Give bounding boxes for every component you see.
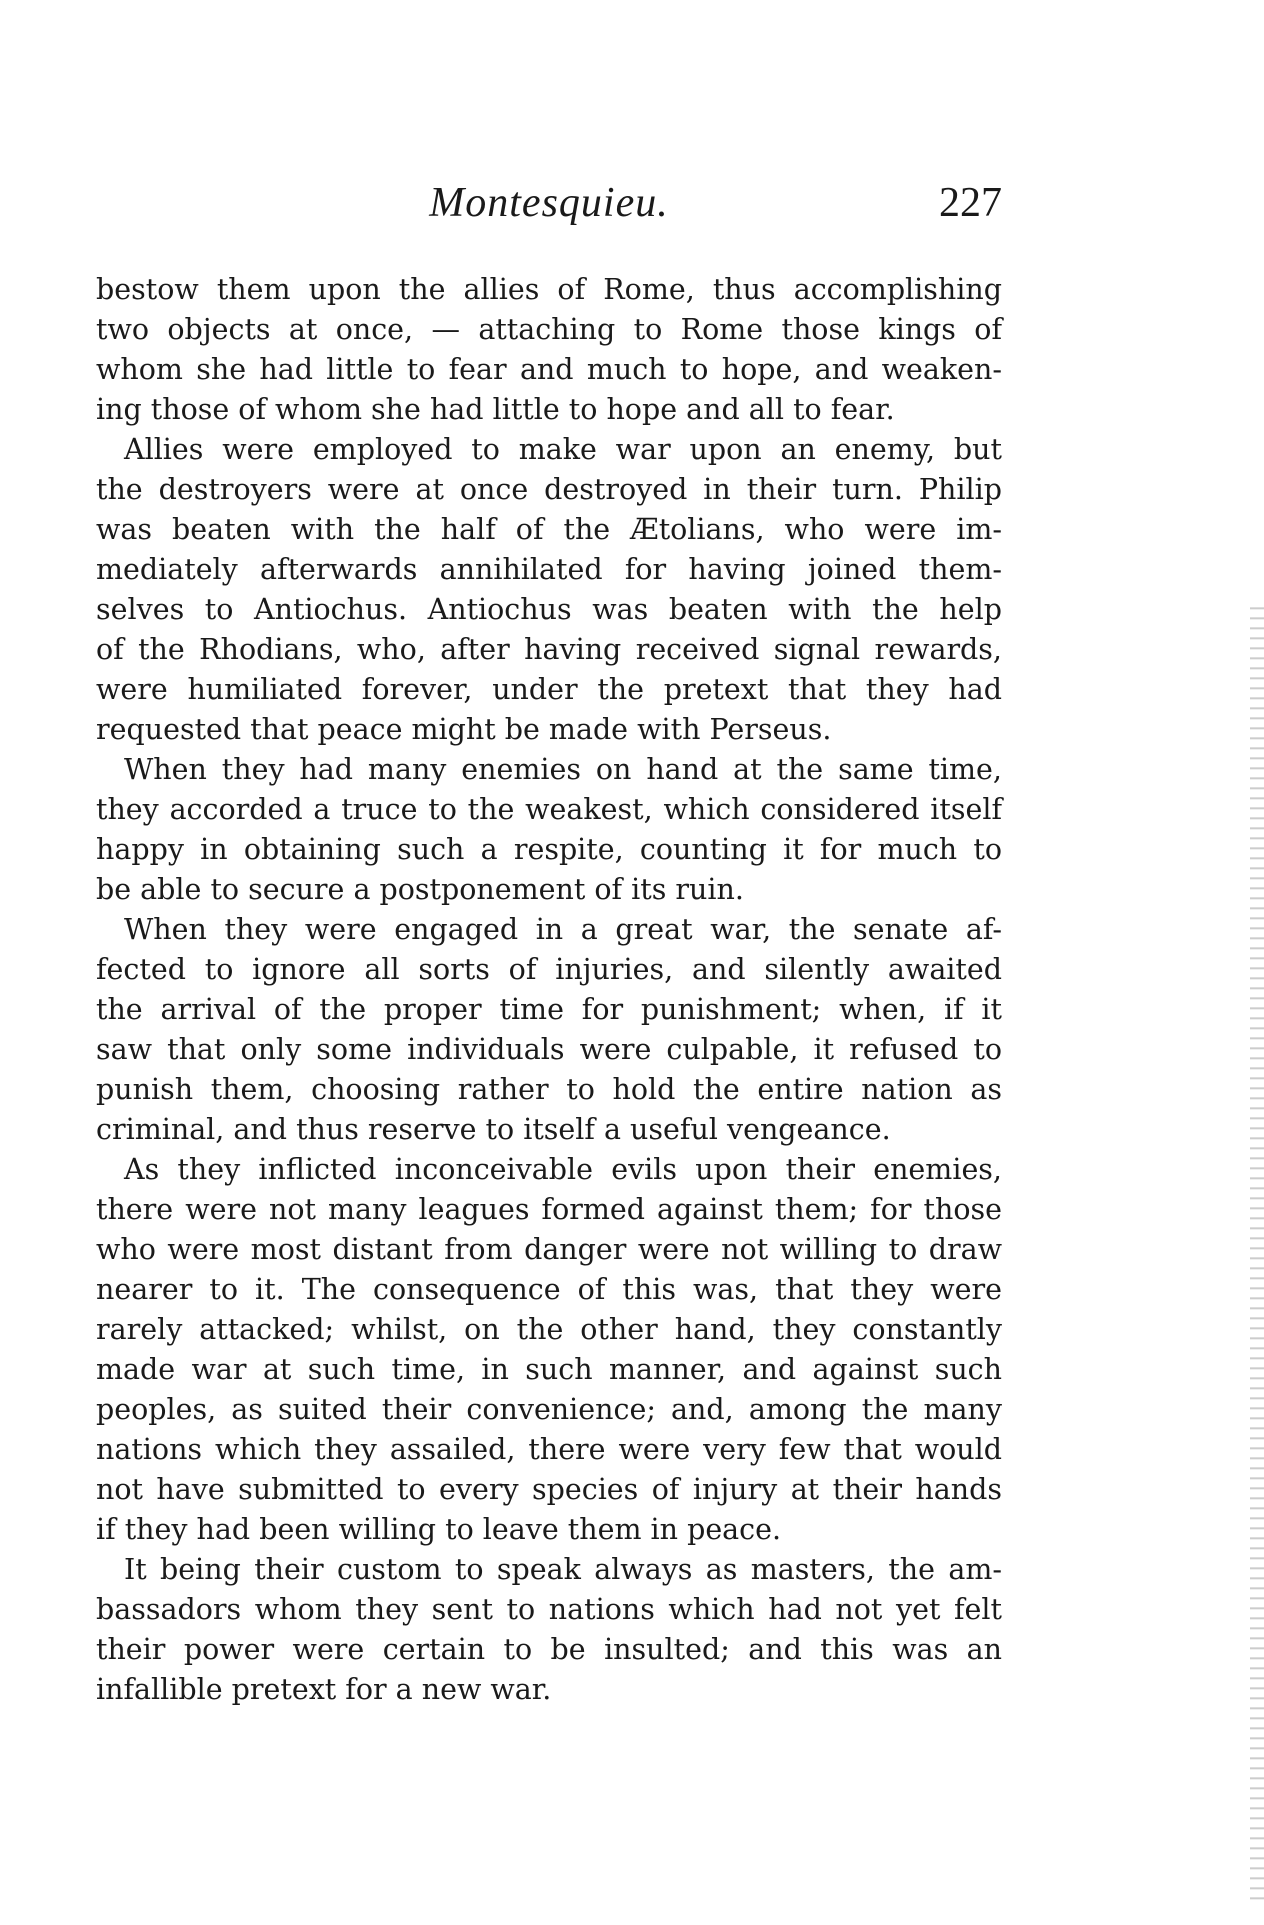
text-line: was beaten with the half of the Ætolians, who were im- [96,513,1002,546]
text-line: there were not many leagues formed against them; for those [96,1193,1002,1226]
paragraph [96,1150,1002,1550]
paragraph [96,270,1002,430]
text-line: their power were certain to be insulted; and this was an [96,1633,1002,1666]
text-line: rarely attacked; whilst, on the other hand, they constantly [96,1313,1002,1346]
text-line: they accorded a truce to the weakest, which considered itself [96,793,1002,826]
body-text [96,270,1002,1710]
text-line: peoples, as suited their convenience; and, among the many [96,1393,1002,1426]
text-line: criminal, and thus reserve to itself a useful vengeance. [96,1113,891,1146]
text-line: punish them, choosing rather to hold the entire nation as [96,1073,1002,1106]
text-line: bassadors whom they sent to nations which had not yet felt [96,1593,1002,1626]
text-line: be able to secure a postponement of its ruin. [96,873,744,906]
text-line: When they were engaged in a great war, the senate af- [124,913,1002,946]
text-line: the arrival of the proper time for punishment; when, if it [96,993,1002,1026]
text-line: were humiliated forever, under the pretext that they had [96,673,1002,706]
text-line: infallible pretext for a new war. [96,1673,552,1706]
text-line: who were most distant from danger were not willing to draw [96,1233,1002,1266]
text-line: of the Rhodians, who, after having received signal rewards, [96,633,1002,666]
text-line: selves to Antiochus. Antiochus was beaten with the help [96,593,1002,626]
paragraph [96,1550,1002,1710]
text-line: It being their custom to speak always as masters, the am- [124,1553,1002,1586]
text-line: saw that only some individuals were culpable, it refused to [96,1033,1002,1066]
text-line: made war at such time, in such manner, and against such [96,1353,1002,1386]
text-line: two objects at once, — attaching to Rome those kings of [96,313,1002,346]
text-line: the destroyers were at once destroyed in their turn. Philip [96,473,1002,506]
text-line: not have submitted to every species of injury at their hands [96,1473,1002,1506]
text-line: mediately afterwards annihilated for having joined them- [96,553,1002,586]
text-line: fected to ignore all sorts of injuries, and silently awaited [96,953,1002,986]
paragraph [96,430,1002,750]
text-line: requested that peace might be made with Perseus. [96,713,832,746]
paragraph [96,750,1002,910]
scan-edge-artifact [1250,600,1264,1900]
text-line: nations which they assailed, there were very few that would [96,1433,1002,1466]
paragraph [96,910,1002,1150]
text-line: happy in obtaining such a respite, counting it for much to [96,833,1002,866]
text-line: whom she had little to fear and much to hope, and weaken- [96,353,1002,386]
text-line: Allies were employed to make war upon an enemy, but [124,433,1002,466]
running-title: Montesquieu. [429,180,669,226]
page-number: 227 [939,180,1002,226]
text-line: ing those of whom she had little to hope and all to fear. [96,393,895,426]
running-head [96,178,1002,228]
text-line: if they had been willing to leave them in peace. [96,1513,782,1546]
text-line: As they inflicted inconceivable evils upon their enemies, [124,1153,1002,1186]
text-line: nearer to it. The consequence of this was, that they were [96,1273,1002,1306]
text-line: bestow them upon the allies of Rome, thus accomplishing [96,273,1002,306]
text-line: When they had many enemies on hand at the same time, [124,753,1002,786]
